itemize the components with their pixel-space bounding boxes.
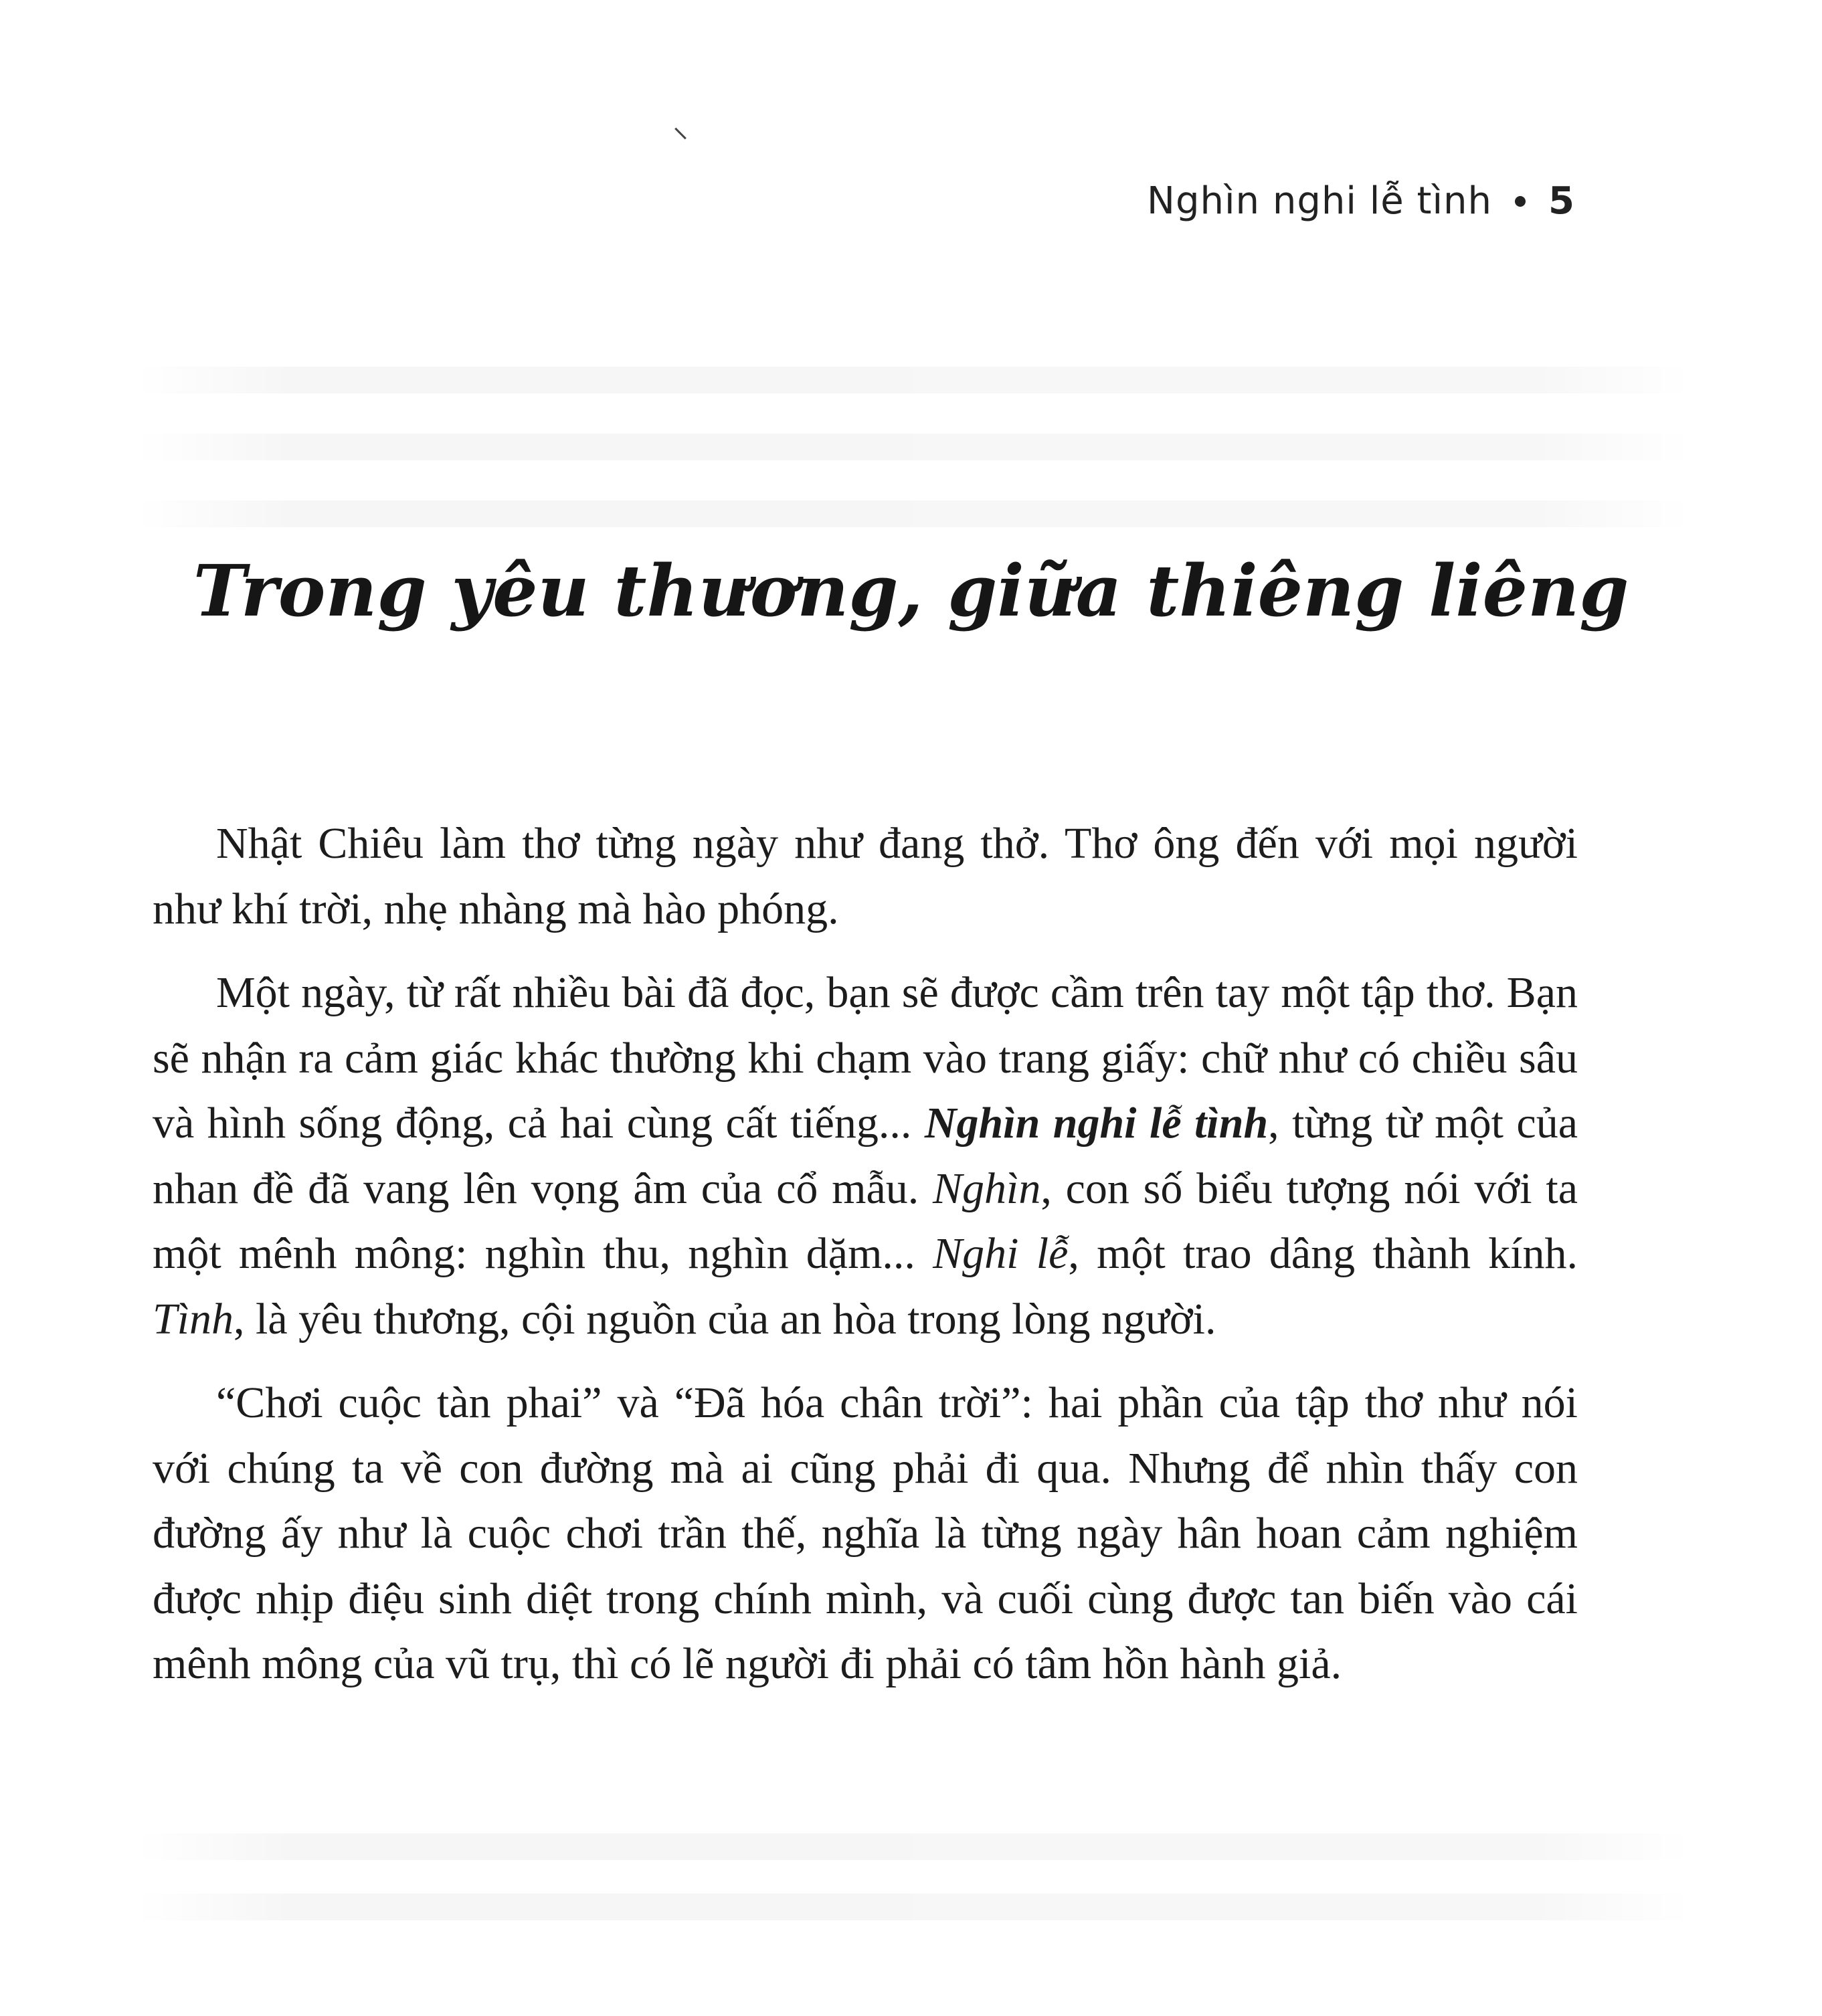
- running-header: [1147, 179, 1574, 223]
- book-title: Nghìn nghi lễ tình: [924, 1099, 1269, 1148]
- body-text: [153, 811, 1578, 1716]
- bleed-through-line: [134, 1894, 1693, 1920]
- paragraph-1: Nhật Chiêu làm thơ từng ngày như đang thở. Thơ ông đến với mọi người như khí trời, nhẹ nhàng mà hào phóng.: [153, 819, 1578, 933]
- paragraph-2-text: , là yêu thương, cội nguồn của an hòa trong lòng người.: [234, 1294, 1216, 1344]
- keyword-nghin: Nghìn: [933, 1164, 1041, 1213]
- chapter-title: Trong yêu thương, giữa thiêng liêng: [193, 549, 1629, 632]
- keyword-nghi-le: Nghi lễ: [933, 1229, 1069, 1278]
- paragraph-2-text: , con số biểu tượng nói với ta một mênh mông: nghìn thu, nghìn dặm...: [153, 1164, 1578, 1278]
- keyword-tinh: Tình: [153, 1294, 234, 1344]
- stray-mark: [674, 128, 687, 140]
- running-header-title: Nghìn nghi lễ tình: [1147, 179, 1493, 223]
- page-number: 5: [1548, 179, 1574, 223]
- bleed-through-line: [134, 500, 1693, 527]
- bleed-through-line: [134, 434, 1693, 460]
- bleed-through-line: [134, 1833, 1693, 1860]
- paragraph-2-text: , từng từ một của nhan đề đã vang lên vọng âm của cổ mẫu.: [153, 1099, 1578, 1213]
- paragraph-2-text: , một trao dâng thành kính.: [1068, 1229, 1578, 1278]
- bleed-through-line: [134, 367, 1693, 393]
- paragraph-2: [153, 960, 1578, 1352]
- paragraph-2-text: Một ngày, từ rất nhiều bài đã đọc, bạn sẽ được cầm trên tay một tập thơ. Bạn sẽ nhận ra cảm giác khác thường khi chạm vào trang giấy: chữ như có chiều sâu và hình sống động, cả hai cùng cất tiếng...: [153, 968, 1578, 1148]
- paragraph-3: “Chơi cuộc tàn phai” và “Đã hóa chân trời”: hai phần của tập thơ như nói với chúng ta về con đường mà ai cũng phải đi qua. Nhưng để nhìn thấy con đường ấy như là cuộc chơi trần thế, nghĩa là từng ngày hân hoan cảm nghiệm được nhịp điệu sinh diệt trong chính mình, và cuối cùng được tan biến vào cái mênh mông của vũ trụ, thì có lẽ người đi phải có tâm hồn hành giả.: [153, 1378, 1578, 1688]
- bullet-icon: [1515, 196, 1526, 207]
